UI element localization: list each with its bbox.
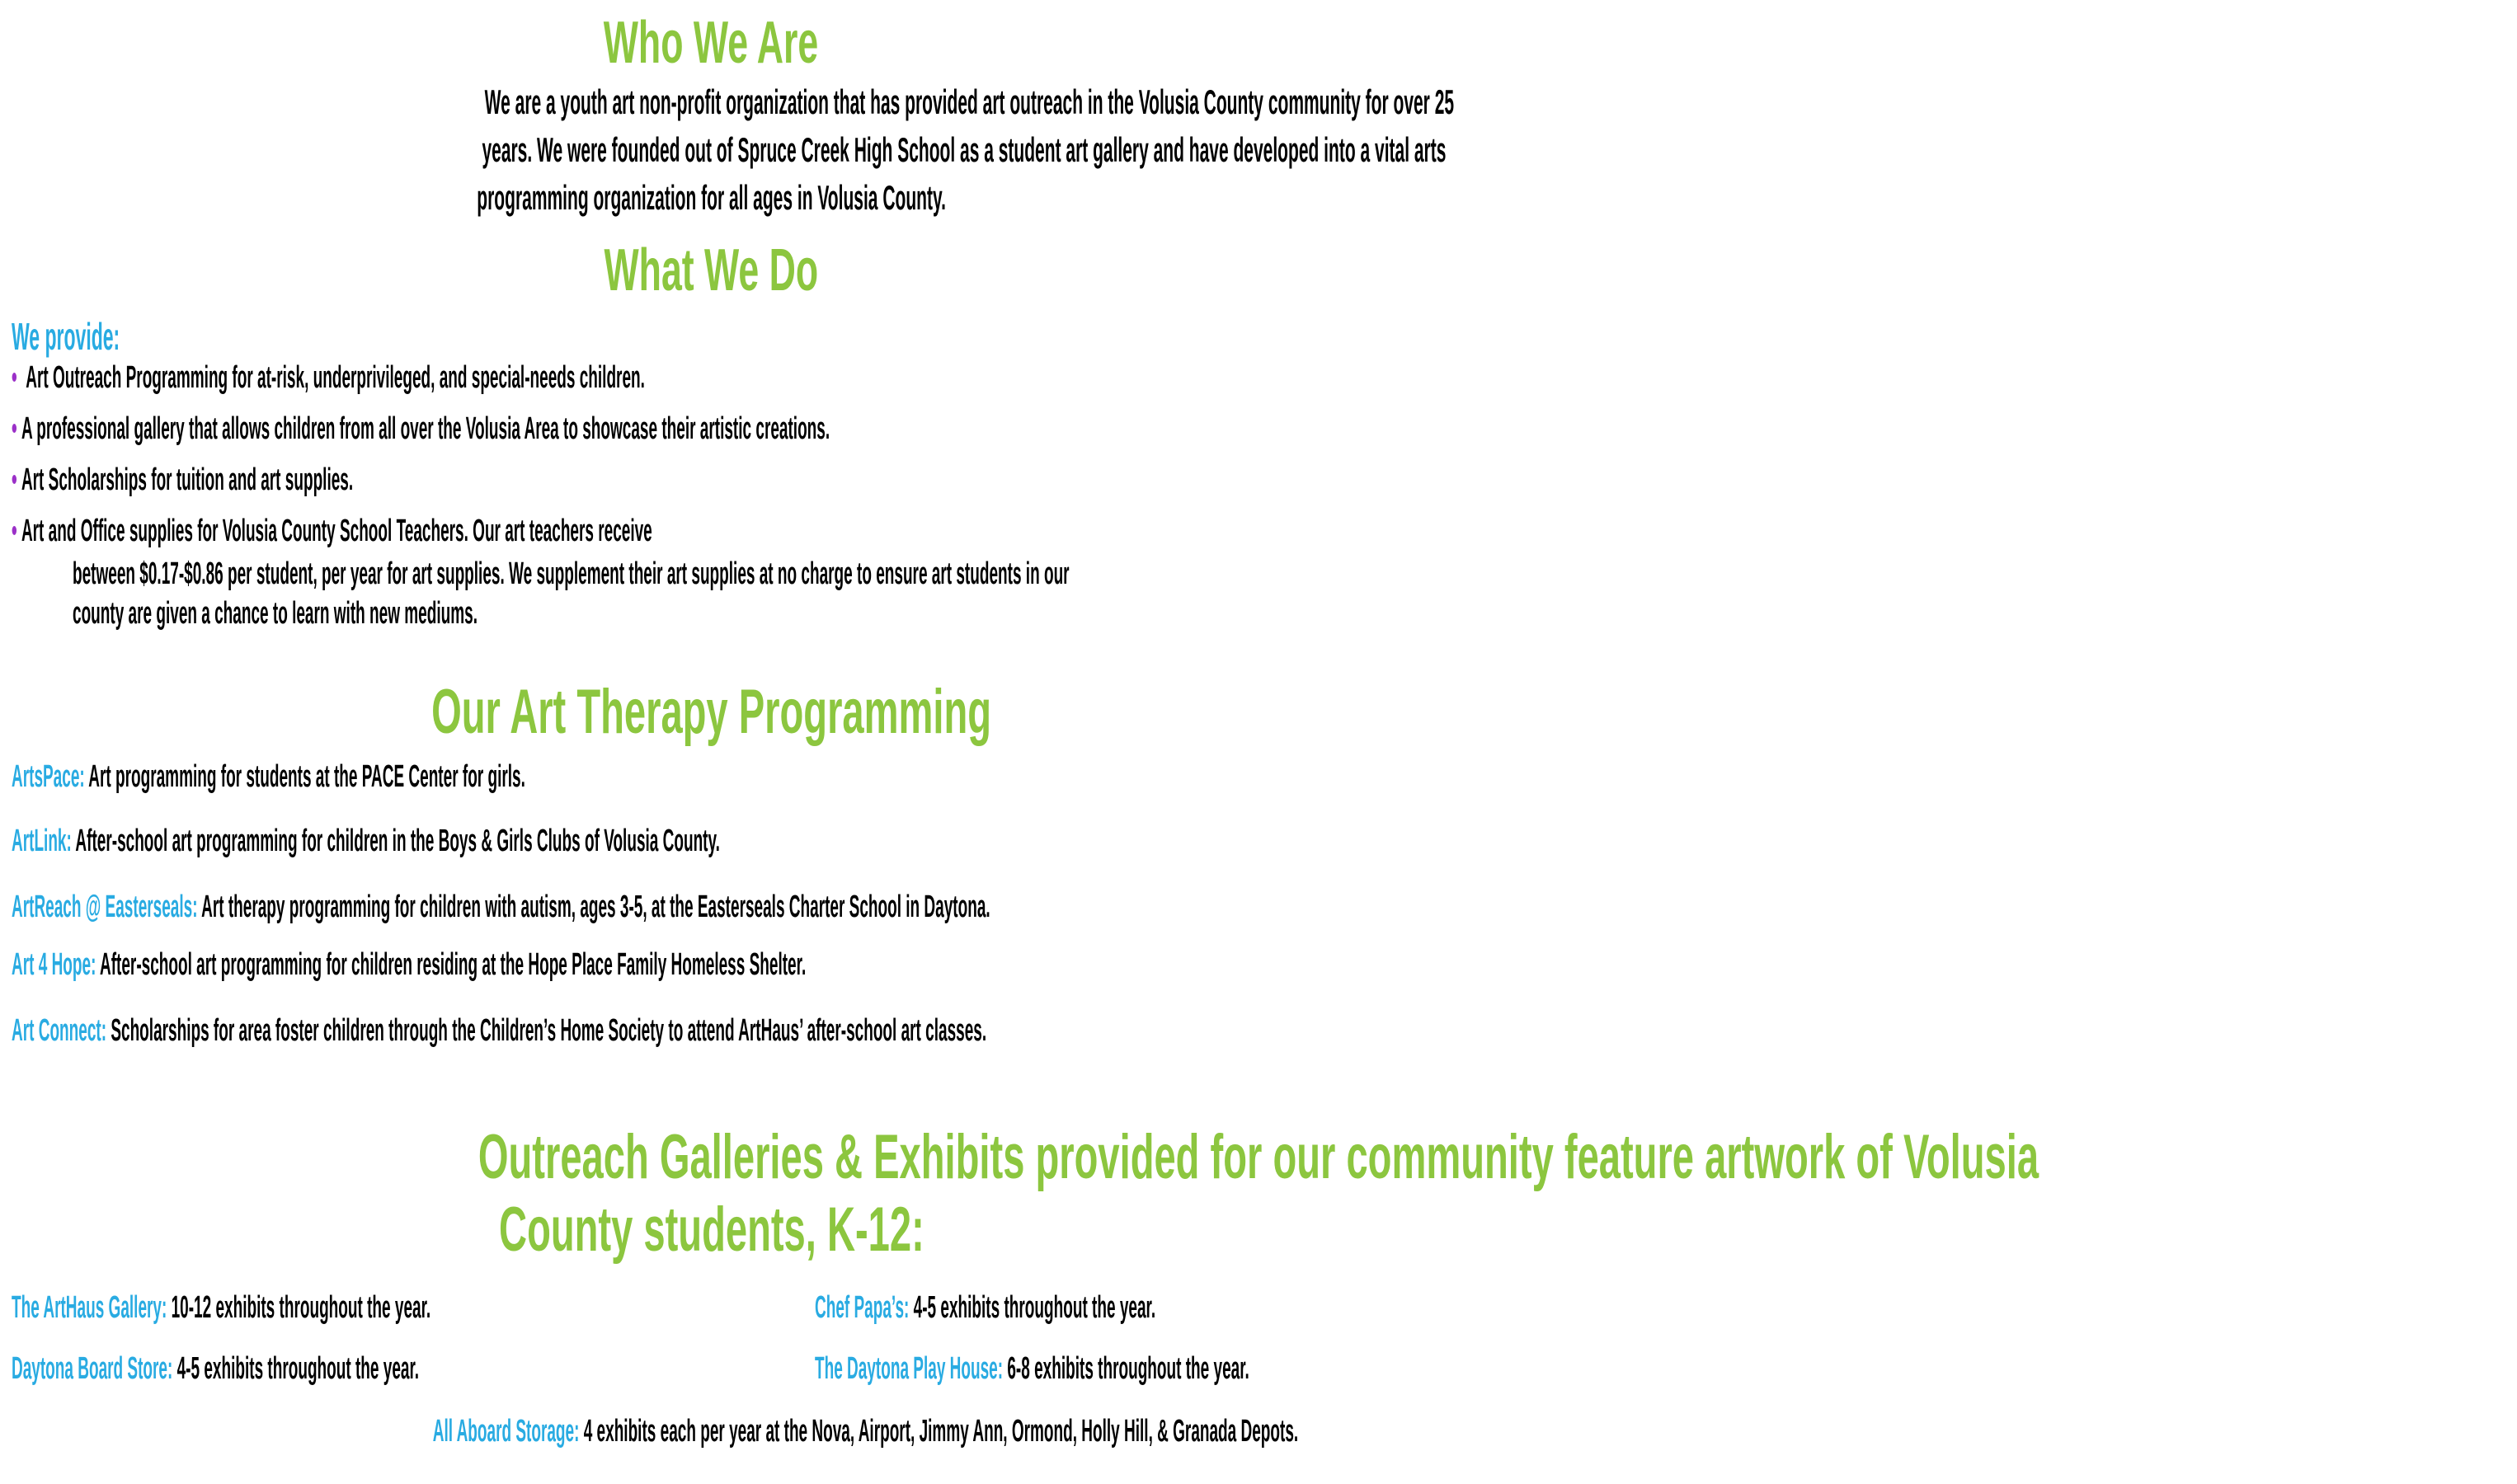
program-artlink: ArtLink: After-school art programming for children in the Boys & Girls Clubs of Volusia County. <box>12 824 720 858</box>
we-provide-label: We provide: <box>12 315 120 358</box>
gallery-chef-papas: Chef Papa’s: 4-5 exhibits throughout the year. <box>815 1290 1156 1325</box>
gallery-daytona-board-store: Daytona Board Store: 4-5 exhibits throughout the year. <box>12 1351 420 1386</box>
provide-item-2: • A professional gallery that allows children from all over the Volusia Area to showcase their artistic creations. <box>12 411 830 446</box>
what-we-do-heading: What We Do <box>604 237 819 303</box>
gallery-all-aboard-storage: All Aboard Storage: 4 exhibits each per year at the Nova, Airport, Jimmy Ann, Ormond, Holly Hill, & Granada Depots. <box>432 1414 1299 1449</box>
who-we-are-heading: Who We Are <box>604 10 819 76</box>
galleries-heading-line-2: County students, K-12: <box>498 1195 924 1265</box>
bullet-icon: • <box>12 411 17 446</box>
program-artreach: ArtReach @ Easterseals: Art therapy programming for children with autism, ages 3-5, at the Easterseals Charter School in Daytona. <box>12 890 990 924</box>
provide-item-4-continuation-2: county are given a chance to learn with new mediums. <box>73 596 478 631</box>
provide-item-4: • Art and Office supplies for Volusia County School Teachers. Our art teachers receive <box>12 514 652 548</box>
bullet-icon: • <box>12 463 17 497</box>
program-art4hope: Art 4 Hope: After-school art programming for children residing at the Hope Place Family Homeless Shelter. <box>12 947 807 982</box>
who-text-line-3: programming organization for all ages in Volusia County. <box>477 178 946 217</box>
bullet-icon: • <box>12 514 17 548</box>
provide-item-1: • Art Outreach Programming for at-risk, underprivileged, and special-needs children. <box>12 360 645 395</box>
program-artconnect: Art Connect: Scholarships for area foster children through the Children’s Home Society to attend ArtHaus’ after-school art classes. <box>12 1013 987 1048</box>
galleries-heading-line-1: Outreach Galleries & Exhibits provided for our community feature artwork of Volusia <box>478 1122 2039 1192</box>
who-text-line-2: years. We were founded out of Spruce Creek High School as a student art gallery and have developed into a vital arts <box>482 130 1447 169</box>
gallery-daytona-play-house: The Daytona Play House: 6-8 exhibits throughout the year. <box>815 1351 1249 1386</box>
program-artspace: ArtsPace: Art programming for students at the PACE Center for girls. <box>12 759 525 794</box>
therapy-heading: Our Art Therapy Programming <box>430 677 991 747</box>
provide-item-4-continuation-1: between $0.17-$0.86 per student, per year for art supplies. We supplement their art supplies at no charge to ensure art students in our <box>73 556 1070 591</box>
provide-item-3: • Art Scholarships for tuition and art supplies. <box>12 463 354 497</box>
gallery-arthaus: The ArtHaus Gallery: 10-12 exhibits throughout the year. <box>12 1290 431 1325</box>
who-text-line-1: We are a youth art non-profit organization that has provided art outreach in the Volusia County community for over 25 <box>484 82 1455 121</box>
bullet-icon: • <box>12 360 17 395</box>
